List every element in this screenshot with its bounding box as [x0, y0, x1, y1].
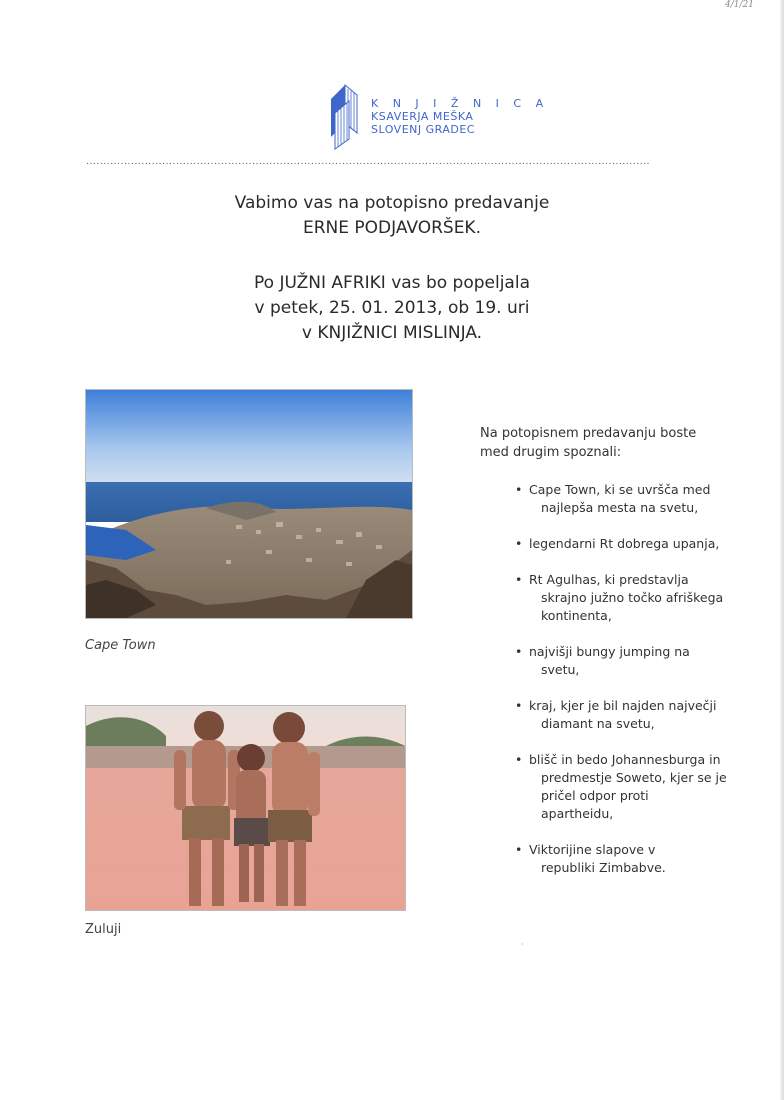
bullet-icon: • [515, 536, 523, 551]
scan-edge [780, 0, 784, 1100]
bullet-line: diamant na svetu, [541, 716, 655, 731]
list-item [515, 841, 745, 877]
invitation-line1: Vabimo vas na potopisno predavanje [234, 193, 550, 213]
bullet-line: kraj, kjer je bil najden največji [529, 698, 717, 713]
list-item [515, 571, 745, 625]
intro-line2: med drugim spoznali: [480, 445, 622, 460]
invitation-line2: ERNE PODJAVORŠEK. [302, 218, 481, 238]
cape-town-photo [85, 389, 413, 619]
bullet-line: kontinenta, [541, 608, 612, 623]
library-name-line2: KSAVERJA MEŠKA [371, 110, 474, 123]
bullet-line: skrajno južno točko afriškega [541, 590, 724, 605]
invitation-heading [0, 191, 784, 241]
invitation-line3: Po JUŽNI AFRIKI vas bo popeljala [254, 273, 530, 293]
bullet-icon: • [515, 698, 523, 713]
bullet-line: Cape Town, ki se uvršča med [529, 482, 711, 497]
invitation-line4: v petek, 25. 01. 2013, ob 19. uri [254, 298, 530, 318]
lecture-intro [480, 424, 740, 462]
intro-line1: Na potopisnem predavanju boste [480, 426, 697, 441]
bullet-icon: • [515, 482, 523, 497]
bullet-line: pričel odpor proti [541, 788, 649, 803]
bullet-line: republiki Zimbabve. [541, 860, 666, 875]
list-item [515, 697, 745, 733]
list-item [515, 535, 745, 553]
scan-speck: · [521, 940, 524, 949]
dotted-divider: ................................................................................................................................................................... [86, 157, 651, 167]
bullet-line: predmestje Soweto, kjer se je [541, 770, 727, 785]
cape-town-caption: Cape Town [85, 638, 156, 653]
topics-list [515, 481, 745, 877]
bullet-icon: • [515, 572, 523, 587]
bullet-icon: • [515, 752, 523, 767]
bullet-line: Rt Agulhas, ki predstavlja [529, 572, 689, 587]
list-item [515, 481, 745, 517]
event-details [0, 271, 784, 346]
bullet-line: blišč in bedo Johannesburga in [529, 752, 721, 767]
bullet-line: najlepša mesta na svetu, [541, 500, 699, 515]
bullet-line: legendarni Rt dobrega upanja, [529, 536, 720, 551]
bullet-icon: • [515, 644, 523, 659]
bullet-line: Viktorijine slapove v [529, 842, 656, 857]
bullet-line: svetu, [541, 662, 580, 677]
invitation-line5: v KNJIŽNICI MISLINJA. [301, 323, 483, 343]
corner-note: 4/1/21 [725, 0, 754, 10]
zulu-caption: Zuluji [85, 922, 122, 937]
library-name [371, 97, 549, 136]
list-item [515, 751, 745, 823]
library-name-line1: K N J I Ž N I C A [371, 97, 549, 110]
library-logo-icon [327, 83, 359, 151]
library-name-line3: SLOVENJ GRADEC [371, 123, 475, 136]
bullet-icon: • [515, 842, 523, 857]
list-item [515, 643, 745, 679]
bullet-line: apartheidu, [541, 806, 614, 821]
bullet-line: najvišji bungy jumping na [529, 644, 690, 659]
zulu-children-photo [85, 705, 406, 911]
